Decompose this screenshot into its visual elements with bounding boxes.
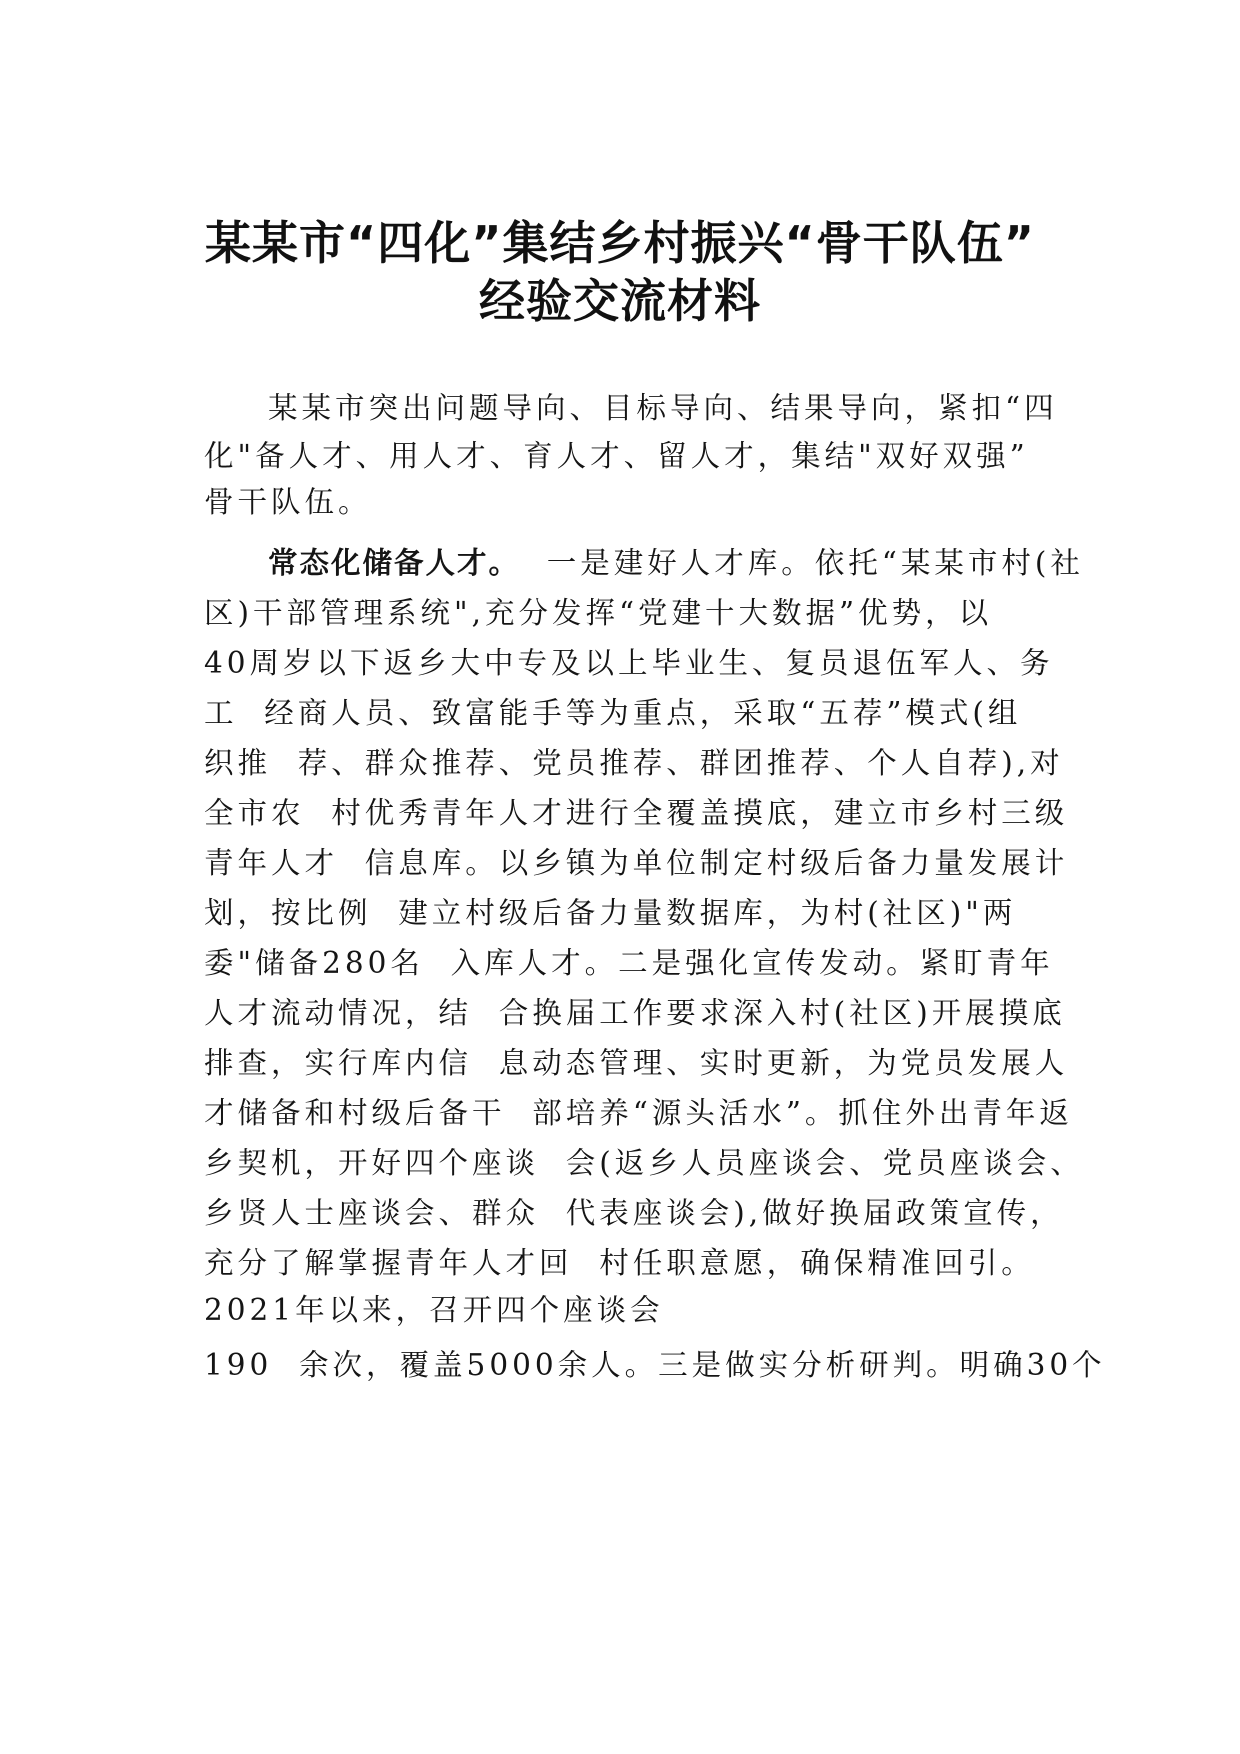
paragraph-2-line: 青年人才 信息库。以乡镇为单位制定村级后备力量发展计 bbox=[204, 846, 1069, 880]
paragraph-2-line: 2021年以来，召开四个座谈会 bbox=[204, 1293, 664, 1327]
document-title-line-1: 某某市“四化”集结乡村振兴“骨干队伍” bbox=[205, 216, 1035, 270]
paragraph-1-line-3: 骨干队伍。 bbox=[204, 485, 372, 519]
paragraph-2-line: 人才流动情况，结 合换届工作要求深入村(社区)开展摸底 bbox=[204, 996, 1066, 1030]
paragraph-2-line: 委"储备280名 入库人才。二是强化宣传发动。紧盯青年 bbox=[204, 946, 1054, 980]
paragraph-1-line-1: 某某市突出问题导向、目标导向、结果导向，紧扣“四 bbox=[268, 391, 1058, 425]
paragraph-2-line: 190 余次，覆盖5000余人。三是做实分析研判。明确30个 bbox=[204, 1348, 1106, 1382]
paragraph-2-line: 织推 荐、群众推荐、党员推荐、群团推荐、个人自荐),对 bbox=[204, 746, 1064, 780]
paragraph-2-line: 工 经商人员、致富能手等为重点，采取“五荐”模式(组 bbox=[204, 696, 1022, 730]
paragraph-2-line: 区)干部管理系统",充分发挥“党建十大数据”优势，以 bbox=[204, 596, 993, 630]
paragraph-2-line: 充分了解掌握青年人才回 村任职意愿，确保精准回引。 bbox=[204, 1246, 1035, 1280]
paragraph-2-line: 全市农 村优秀青年人才进行全覆盖摸底，建立市乡村三级 bbox=[204, 796, 1069, 830]
paragraph-2-line: 40周岁以下返乡大中专及以上毕业生、复员退伍军人、务 bbox=[204, 646, 1054, 680]
paragraph-2-line: 才储备和村级后备干 部培养“源头活水”。抓住外出青年返 bbox=[204, 1096, 1073, 1130]
paragraph-2-line: 排查，实行库内信 息动态管理、实时更新，为党员发展人 bbox=[204, 1046, 1069, 1080]
paragraph-2-line: 划，按比例 建立村级后备力量数据库，为村(社区)"两 bbox=[204, 896, 1017, 930]
paragraph-2-line: 乡契机，开好四个座谈 会(返乡人员座谈会、党员座谈会、 bbox=[204, 1146, 1084, 1180]
paragraph-1-line-2: 化"备人才、用人才、育人才、留人才，集结"双好双强” bbox=[204, 439, 1029, 473]
paragraph-2-line-1-text: 一是建好人才库。依托“某某市村(社 bbox=[520, 546, 1084, 580]
paragraph-2-line-1 bbox=[268, 543, 1084, 583]
paragraph-2-heading: 常态化储备人才。 bbox=[268, 546, 521, 580]
paragraph-2-line: 乡贤人士座谈会、群众 代表座谈会),做好换届政策宣传， bbox=[204, 1196, 1064, 1230]
document-title-line-2: 经验交流材料 bbox=[479, 274, 761, 328]
